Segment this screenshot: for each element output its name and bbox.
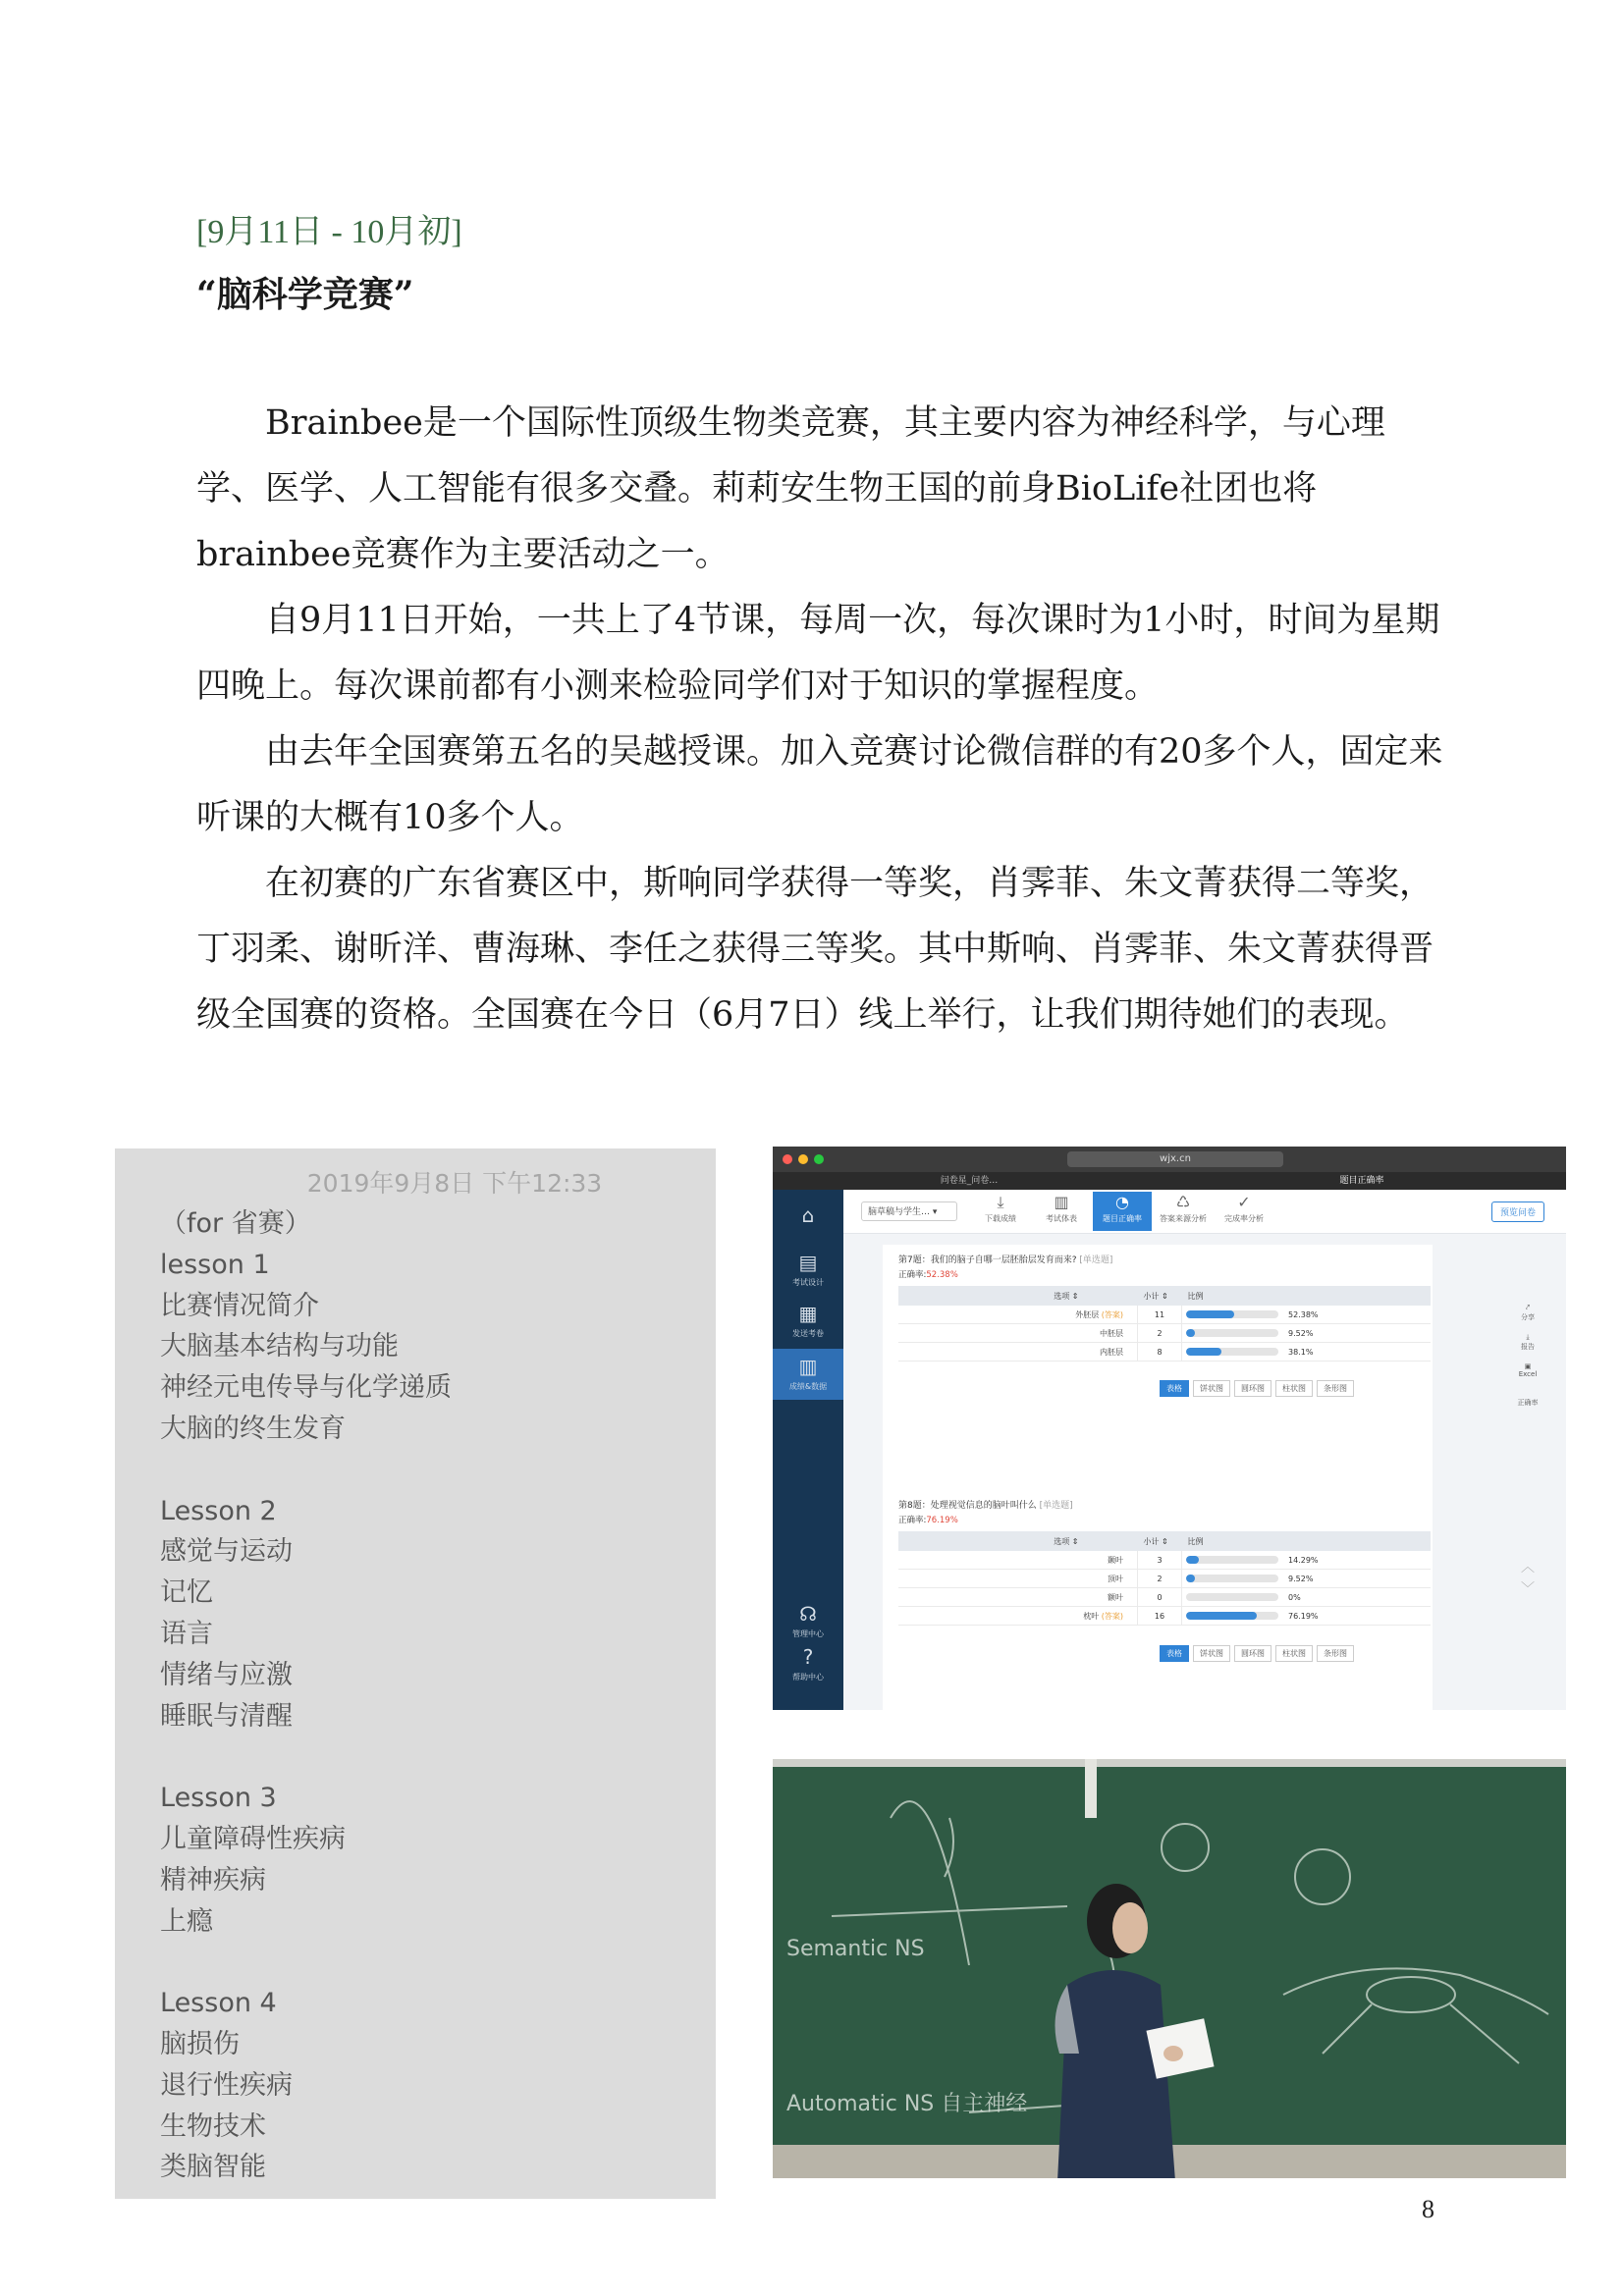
pie-chart-button[interactable]: 饼状图	[1193, 1380, 1230, 1397]
table-row	[898, 1588, 1431, 1607]
percent-bar-fill	[1186, 1310, 1234, 1318]
exam-select[interactable]: 脑草稿与学生… ▾	[861, 1201, 957, 1221]
chart-type-buttons	[1160, 1376, 1358, 1394]
option-percent: 76.19%	[1288, 1611, 1319, 1621]
option-percent: 9.52%	[1288, 1328, 1314, 1338]
bar-chart-button[interactable]: 条形图	[1317, 1645, 1354, 1662]
notes-line: 感觉与运动	[160, 1536, 293, 1568]
notes-line: 睡眠与清醒	[160, 1700, 293, 1732]
option-label: 中胚层	[1100, 1328, 1123, 1338]
table-row	[898, 1570, 1431, 1588]
percent-bar-fill	[1186, 1575, 1195, 1582]
accuracy-tab[interactable]: ◔ 题目正确率	[1093, 1192, 1152, 1231]
col-header: 小计 ⇕	[1138, 1531, 1182, 1551]
accuracy-side-button[interactable]: 正确率	[1517, 1399, 1539, 1407]
notes-line: Lesson 2	[160, 1495, 277, 1526]
column-chart-button[interactable]: 柱状图	[1275, 1645, 1313, 1662]
headset-icon: ☊	[799, 1602, 817, 1626]
percent-bar	[1186, 1329, 1278, 1337]
option-label: 枕叶	[1083, 1611, 1100, 1621]
column-chart-button[interactable]: 柱状图	[1275, 1380, 1313, 1397]
download-icon: ⤓	[997, 1193, 1004, 1211]
notes-line: Lesson 4	[160, 1988, 277, 2019]
percent-bar	[1186, 1348, 1278, 1356]
notes-line: （for 省赛）	[160, 1208, 311, 1239]
close-dot-icon[interactable]	[783, 1154, 792, 1164]
check-icon: ✓	[1237, 1193, 1251, 1211]
preview-survey-button[interactable]: 预览问卷	[1491, 1201, 1544, 1222]
browser-tab-active[interactable]: 题目正确率	[1339, 1176, 1384, 1186]
send-icon: ▦	[798, 1302, 818, 1325]
notes-line: 生物技术	[160, 2110, 266, 2142]
classroom-photo	[773, 1759, 1566, 2178]
option-label: 额叶	[1108, 1592, 1123, 1602]
sidebar-item-admin[interactable]: ☊ 管理中心	[773, 1602, 843, 1639]
paragraph: 在初赛的广东省赛区中，斯响同学获得一等奖，肖霁菲、朱文菁获得二等奖，丁羽柔、谢昕洋、曹海琳、李任之获得三等奖。其中斯响、肖霁菲、朱文菁获得晋级全国赛的资格。全国赛在今日（6月7日）线上举行，让我们期待她们的表现。	[196, 864, 1434, 1035]
excel-button[interactable]: ▣ Excel	[1518, 1362, 1538, 1378]
zoom-dot-icon[interactable]	[814, 1154, 824, 1164]
answer-tag: (答案)	[1101, 1611, 1123, 1621]
page-number: 8	[1422, 2195, 1434, 2223]
recycle-icon: ♺	[1175, 1193, 1191, 1211]
pie-chart-button[interactable]: 饼状图	[1193, 1645, 1230, 1662]
table-row	[898, 1551, 1431, 1570]
share-button[interactable]: ⤤ 分享	[1521, 1304, 1535, 1321]
document-icon: ▤	[798, 1251, 818, 1274]
paragraph: 自9月11日开始，一共上了4节课，每周一次，每次课时为1小时，时间为星期四晚上。每次课前都有小测来检验同学们对于知识的掌握程度。	[196, 601, 1440, 706]
option-label: 颞叶	[1108, 1555, 1123, 1565]
table-row	[898, 1607, 1431, 1626]
notes-line: 精神疾病	[160, 1864, 266, 1896]
option-percent: 9.52%	[1288, 1574, 1314, 1583]
date-heading: [9月11日 - 10月初]	[196, 214, 462, 250]
minimize-dot-icon[interactable]	[798, 1154, 808, 1164]
results-panel	[883, 1245, 1433, 1710]
percent-bar-fill	[1186, 1556, 1199, 1564]
percent-bar-fill	[1186, 1612, 1257, 1620]
browser-tab[interactable]: 问卷星_问卷…	[940, 1176, 999, 1186]
accuracy-rate: 正确率:76.19%	[898, 1516, 958, 1525]
col-header: 比例	[1182, 1531, 1432, 1551]
help-icon: ?	[802, 1645, 814, 1669]
notes-line	[160, 1450, 452, 1491]
percent-bar	[1186, 1593, 1278, 1601]
percent-bar-fill	[1186, 1329, 1195, 1337]
notes-line: 记忆	[160, 1577, 213, 1609]
option-percent: 38.1%	[1288, 1347, 1314, 1357]
bar-chart-icon: ▥	[1054, 1193, 1069, 1211]
report-button[interactable]: ⤓ 报告	[1521, 1333, 1535, 1351]
chart-type-buttons	[1160, 1641, 1358, 1659]
notes-line: 退行性疾病	[160, 2069, 293, 2101]
ring-chart-button[interactable]: 圆环图	[1234, 1645, 1271, 1662]
notes-line: 上瘾	[160, 1905, 213, 1937]
notes-line: 大脑的终生发育	[160, 1413, 346, 1444]
app-sidebar	[773, 1190, 843, 1710]
chevron-down-icon[interactable]: ﹀	[1521, 1581, 1535, 1597]
sidebar-item-send-exam[interactable]: ▦ 发送考卷	[773, 1302, 843, 1339]
table-button[interactable]: 表格	[1160, 1645, 1189, 1662]
bar-chart-button[interactable]: 条形图	[1317, 1380, 1354, 1397]
percent-bar	[1186, 1556, 1278, 1564]
question-title: 第7题：我们的脑子自哪一层胚胎层发育而来? [单选题]	[898, 1255, 1113, 1265]
event-title: “脑科学竞赛”	[196, 274, 414, 315]
pie-icon: ◔	[1115, 1193, 1129, 1211]
quiz-results-screenshot	[773, 1147, 1566, 1710]
address-bar[interactable]: wjx.cn	[1067, 1151, 1283, 1167]
sidebar-item-help[interactable]: ? 帮助中心	[773, 1645, 843, 1682]
notes-line: 脑损伤	[160, 2028, 240, 2059]
option-percent: 14.29%	[1288, 1555, 1319, 1565]
option-percent: 52.38%	[1288, 1309, 1319, 1319]
browser-titlebar	[773, 1147, 1566, 1172]
table-row	[898, 1306, 1431, 1324]
paragraph: 由去年全国赛第五名的吴越授课。加入竞赛讨论微信群的有20多个人，固定来听课的大概有10多个人。	[196, 732, 1443, 837]
accuracy-rate: 正确率:52.38%	[898, 1270, 958, 1280]
question-title: 第8题：处理视觉信息的脑叶叫什么 [单选题]	[898, 1501, 1073, 1511]
article-body	[196, 391, 1443, 1048]
option-label: 顶叶	[1108, 1574, 1123, 1583]
notes-line: 儿童障碍性疾病	[160, 1823, 346, 1854]
ring-chart-button[interactable]: 圆环图	[1234, 1380, 1271, 1397]
option-percent: 0%	[1288, 1592, 1301, 1602]
option-label: 外胚层	[1075, 1309, 1100, 1319]
board-text: Automatic NS 自主神经	[786, 2092, 1028, 2116]
table-button[interactable]: 表格	[1160, 1380, 1189, 1397]
col-header: 选项 ⇕	[898, 1531, 1138, 1551]
notes-line: 情绪与应激	[160, 1659, 293, 1690]
option-count: 16	[1138, 1607, 1182, 1626]
chevron-up-icon[interactable]: ︿	[1521, 1560, 1535, 1575]
board-text: Semantic NS	[786, 1937, 925, 1961]
notes-line: 类脑智能	[160, 2152, 266, 2183]
notes-line	[160, 1736, 452, 1778]
table-row	[898, 1324, 1431, 1343]
table-row	[898, 1343, 1431, 1362]
option-count: 3	[1138, 1551, 1182, 1570]
option-count: 0	[1138, 1588, 1182, 1607]
notes-timestamp: 2019年9月8日 下午12:33	[306, 1169, 603, 1198]
option-count: 11	[1138, 1306, 1182, 1324]
notes-lines	[160, 1203, 452, 2188]
option-label: 内胚层	[1100, 1347, 1123, 1357]
exam-table-button[interactable]: ▥ 考试体表	[1032, 1192, 1091, 1231]
sidebar-item-scores[interactable]: ▥ 成绩&数据	[773, 1349, 843, 1400]
notes-line: 神经元电传导与化学递质	[160, 1372, 452, 1404]
percent-bar	[1186, 1575, 1278, 1582]
notes-line: 比赛情况简介	[160, 1290, 319, 1321]
paragraph: Brainbee是一个国际性顶级生物类竞赛，其主要内容为神经科学，与心理学、医学、人工智能有很多交叠。莉莉安生物王国的前身BioLife社团也将brainbee竞赛作为主要活动之一。	[196, 403, 1385, 574]
option-count: 8	[1138, 1343, 1182, 1362]
col-header: 比例	[1182, 1286, 1432, 1306]
answer-tag: (答案)	[1101, 1309, 1123, 1319]
col-header: 小计 ⇕	[1138, 1286, 1182, 1306]
sidebar-item-exam-design[interactable]: ▤ 考试设计	[773, 1251, 843, 1288]
col-header: 选项 ⇕	[898, 1286, 1138, 1306]
option-count: 2	[1138, 1570, 1182, 1588]
notes-line: 语言	[160, 1618, 213, 1649]
answer-source-button[interactable]: ♺ 答案来源分析	[1154, 1192, 1213, 1231]
percent-bar-fill	[1186, 1348, 1221, 1356]
app-toolbar	[843, 1190, 1566, 1234]
percent-bar	[1186, 1310, 1278, 1318]
results-table	[898, 1286, 1431, 1362]
notes-line	[160, 1942, 452, 1983]
results-table	[898, 1531, 1431, 1626]
blackboard-lecture-image	[773, 1759, 1566, 2178]
download-scores-button[interactable]: ⤓ 下载成绩	[971, 1192, 1030, 1231]
percent-bar	[1186, 1612, 1278, 1620]
home-icon[interactable]: ⌂	[801, 1203, 815, 1227]
notes-line: Lesson 3	[160, 1783, 277, 1814]
chart-icon: ▥	[798, 1355, 818, 1378]
option-count: 2	[1138, 1324, 1182, 1343]
lesson-notes-screenshot	[115, 1148, 716, 2199]
completion-button[interactable]: ✓ 完成率分析	[1215, 1192, 1273, 1231]
browser-tabs	[773, 1172, 1566, 1190]
notes-line: 大脑基本结构与功能	[160, 1331, 399, 1362]
notes-line: lesson 1	[160, 1249, 270, 1280]
